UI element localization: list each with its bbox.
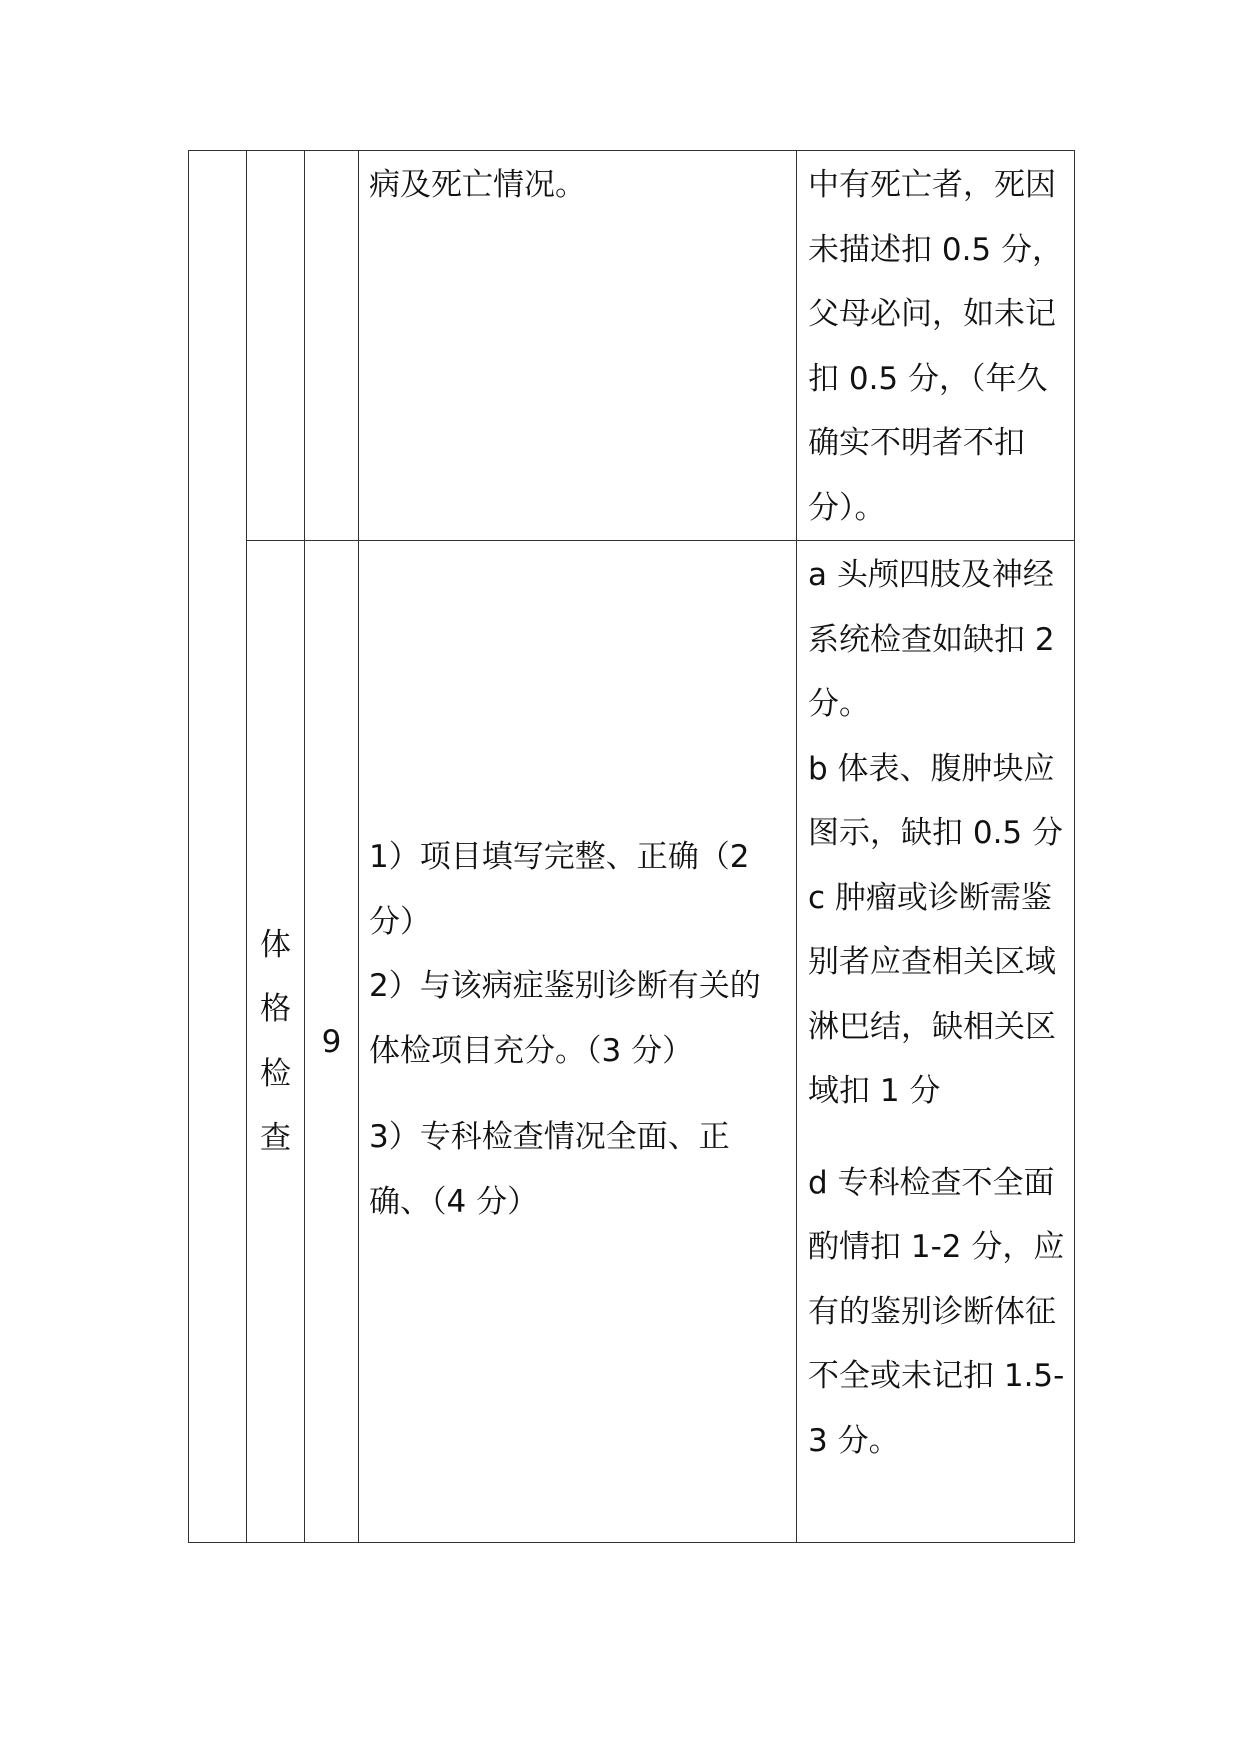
- deduction-text: 中有死亡者，死因未描述扣 0.5 分，父母必问，如未记扣 0.5 分，（年久确实不明者不扣分）。: [808, 167, 1064, 526]
- criterion-3: 3）专科检查情况全面、正确、（4 分）: [369, 1119, 730, 1220]
- deduction-cell: [797, 541, 1075, 1543]
- description-cell: [359, 151, 797, 541]
- description-cell: [359, 541, 797, 1543]
- scoring-table: [188, 150, 1075, 1543]
- score-cell: 9: [305, 541, 359, 1543]
- deduction-b: b 体表、腹肿块应图示，缺扣 0.5 分: [808, 750, 1064, 851]
- section-cell: [247, 541, 305, 1543]
- section-title: 体格检查: [260, 926, 291, 1156]
- section-cell: [247, 151, 305, 541]
- criterion-2: 2）与该病症鉴别诊断有关的体检项目充分。（3 分）: [369, 968, 761, 1069]
- criterion-1: 1）项目填写完整、正确（2 分）: [369, 839, 750, 940]
- table-row: [189, 151, 1075, 541]
- deduction-d: d 专科检查不全面酌情扣 1-2 分，应有的鉴别诊断体征不全或未记扣 1.5-3 分。: [808, 1164, 1065, 1459]
- deduction-cell: [797, 151, 1075, 541]
- category-cell: [189, 151, 247, 1543]
- deduction-a: a 头颅四肢及神经系统检查如缺扣 2 分。: [808, 557, 1055, 722]
- score-cell: [305, 151, 359, 541]
- table-row: [189, 541, 1075, 1543]
- deduction-c: c 肿瘤或诊断需鉴别者应查相关区域淋巴结，缺相关区域扣 1 分: [808, 879, 1056, 1109]
- description-text: 病及死亡情况。: [369, 167, 586, 203]
